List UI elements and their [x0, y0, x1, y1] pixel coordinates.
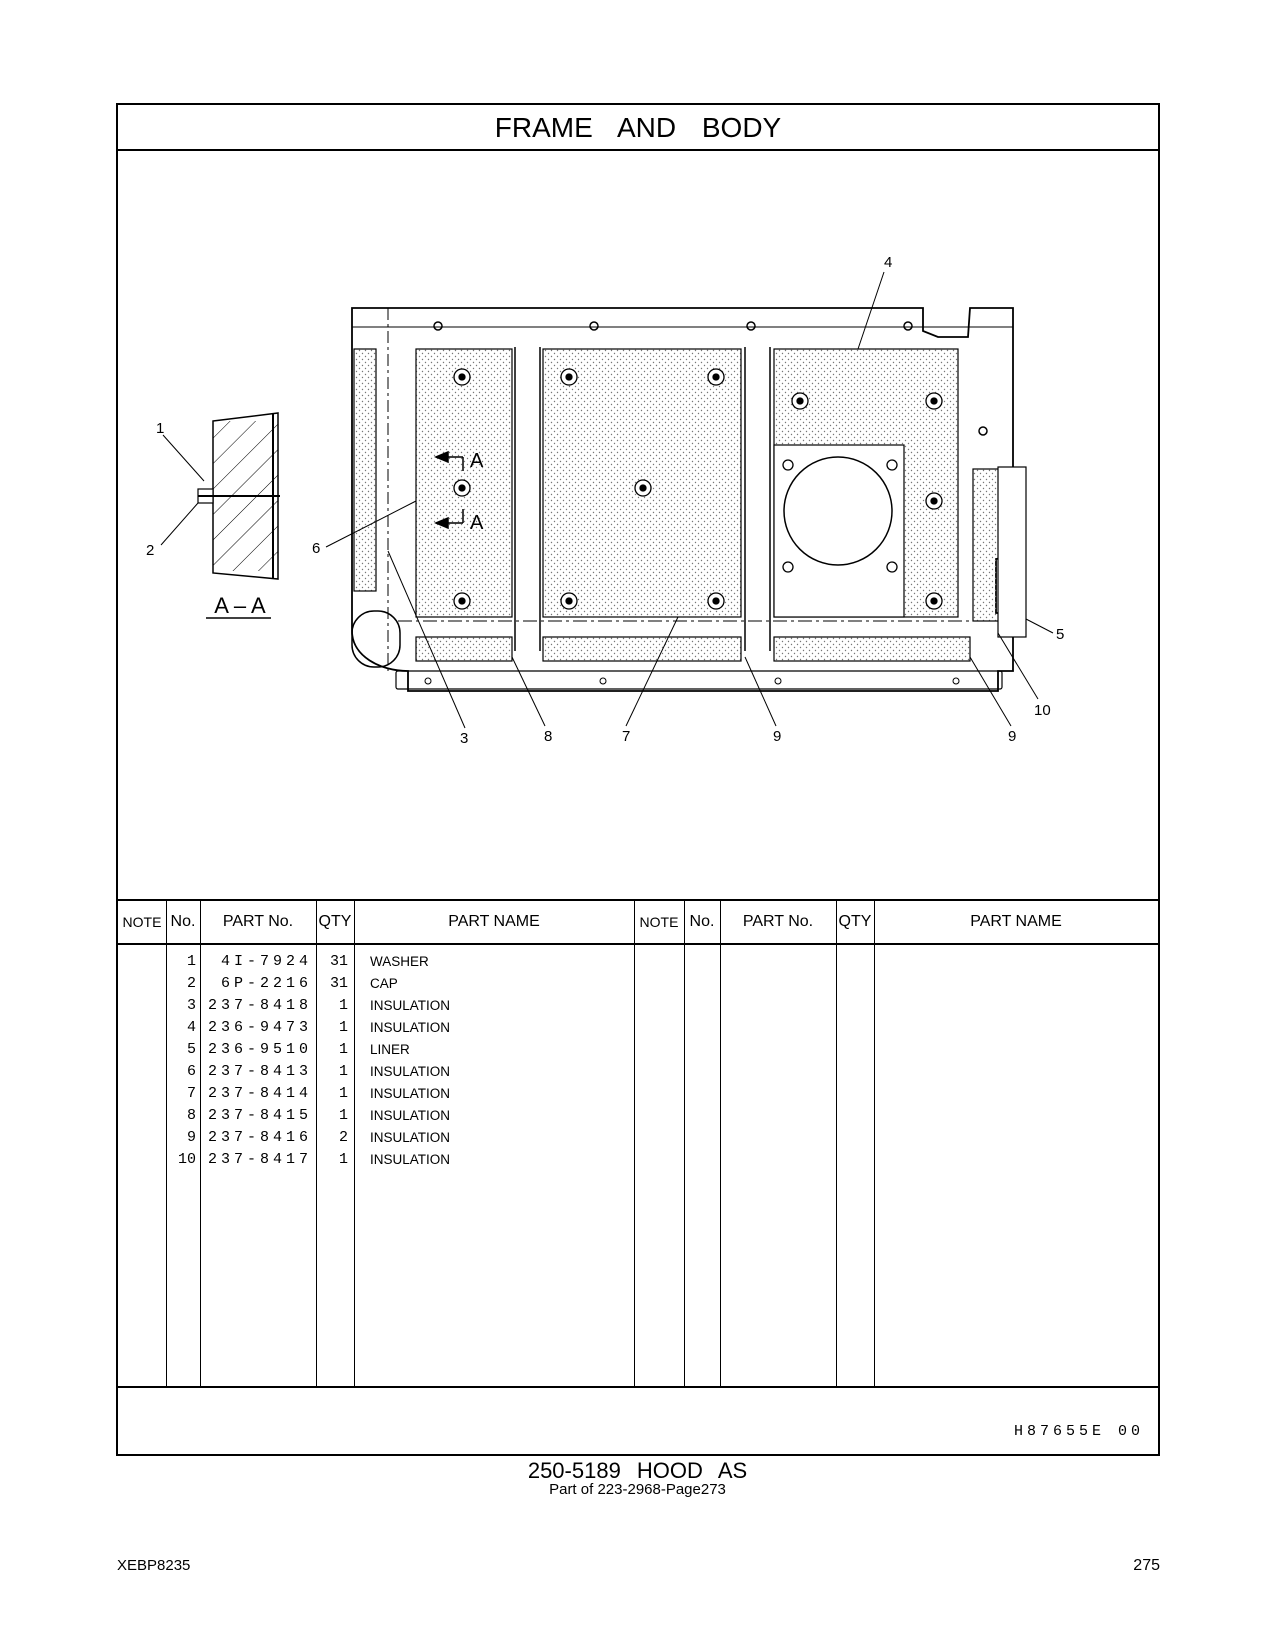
row-part-number: 237-8416	[207, 1129, 312, 1146]
row-quantity: 1	[338, 1107, 348, 1124]
table-row	[118, 1017, 638, 1039]
row-part-name: INSULATION	[370, 1020, 451, 1035]
callout-9: 9	[773, 728, 782, 745]
page-title: FRAME AND BODY	[118, 105, 1158, 151]
row-number: 10	[177, 1151, 196, 1168]
table-row	[118, 1039, 638, 1061]
row-quantity: 31	[329, 975, 348, 992]
row-part-number: 236-9510	[207, 1041, 312, 1058]
row-part-number: 237-8415	[207, 1107, 312, 1124]
table-row	[118, 951, 638, 973]
table-row	[118, 1127, 638, 1149]
table-row	[118, 1083, 638, 1105]
header-note-right: NOTE	[639, 914, 679, 930]
row-quantity: 1	[338, 1019, 348, 1036]
table-row	[118, 995, 638, 1017]
row-number: 7	[186, 1085, 196, 1102]
page-number: 275	[1133, 1557, 1160, 1574]
column-divider	[836, 901, 837, 1386]
row-quantity: 2	[338, 1129, 348, 1146]
drawing-code: H87655E 00	[1013, 1423, 1144, 1440]
callout-8: 8	[544, 728, 553, 745]
row-part-name: INSULATION	[370, 998, 451, 1013]
row-part-name: WASHER	[370, 954, 429, 969]
callout-6: 6	[312, 540, 321, 557]
callout-10: 10	[1034, 702, 1051, 719]
header-part-name-right: PART NAME	[970, 913, 1062, 930]
section-mark-bottom: A	[470, 512, 484, 534]
row-part-name: CAP	[370, 976, 398, 991]
assembly-title: 250-5189 HOOD AS	[527, 1458, 748, 1483]
callout-9-second: 9	[1008, 728, 1017, 745]
table-row	[118, 1105, 638, 1127]
column-divider	[720, 901, 721, 1386]
callout-2: 2	[146, 542, 155, 559]
parts-page-frame	[116, 103, 1160, 1456]
publication-id: XEBP8235	[117, 1557, 191, 1574]
column-divider	[684, 901, 685, 1386]
row-part-number: 237-8418	[207, 997, 312, 1014]
row-part-name: INSULATION	[370, 1086, 451, 1101]
row-quantity: 1	[338, 1063, 348, 1080]
row-quantity: 1	[338, 997, 348, 1014]
row-part-number: 6P-2216	[220, 975, 312, 992]
row-quantity: 1	[338, 1085, 348, 1102]
callout-7: 7	[622, 728, 631, 745]
table-row	[118, 973, 638, 995]
header-no: No.	[170, 913, 196, 930]
table-row	[118, 1149, 638, 1171]
drawing-footer	[118, 1386, 1158, 1454]
part-of-reference: Part of 223-2968-Page273	[549, 1481, 726, 1498]
row-part-name: LINER	[370, 1042, 410, 1057]
row-part-name: INSULATION	[370, 1064, 451, 1079]
row-number: 8	[186, 1107, 196, 1124]
row-part-name: INSULATION	[370, 1108, 451, 1123]
callout-1: 1	[156, 420, 165, 437]
section-label: A – A	[214, 593, 266, 618]
row-number: 4	[186, 1019, 196, 1036]
insulation-panels	[354, 349, 1026, 661]
parts-table-header	[118, 901, 1158, 945]
hood-drawing-svg	[118, 151, 1158, 899]
column-divider	[874, 901, 875, 1386]
row-part-name: INSULATION	[370, 1130, 451, 1145]
row-number: 3	[186, 997, 196, 1014]
header-part-no-right: PART No.	[742, 913, 814, 930]
row-number: 1	[186, 953, 196, 970]
row-quantity: 1	[338, 1041, 348, 1058]
row-number: 9	[186, 1129, 196, 1146]
section-detail	[161, 413, 280, 618]
row-part-number: 237-8417	[207, 1151, 312, 1168]
row-number: 5	[186, 1041, 196, 1058]
header-no-right: No.	[689, 913, 715, 930]
row-part-name: INSULATION	[370, 1152, 451, 1167]
header-part-name: PART NAME	[448, 913, 540, 930]
callout-3: 3	[460, 730, 469, 747]
row-part-number: 237-8414	[207, 1085, 312, 1102]
callout-5: 5	[1056, 626, 1065, 643]
row-part-number: 236-9473	[207, 1019, 312, 1036]
row-part-number: 237-8413	[207, 1063, 312, 1080]
header-part-no: PART No.	[222, 913, 294, 930]
header-note: NOTE	[122, 914, 162, 930]
row-part-number: 4I-7924	[220, 953, 312, 970]
callout-4: 4	[884, 254, 893, 271]
section-mark-top: A	[470, 450, 484, 472]
row-quantity: 31	[329, 953, 348, 970]
exploded-drawing	[118, 151, 1158, 899]
header-qty: QTY	[318, 913, 352, 930]
row-number: 6	[186, 1063, 196, 1080]
header-qty-right: QTY	[838, 913, 872, 930]
parts-table	[118, 899, 1158, 1386]
row-number: 2	[186, 975, 196, 992]
table-row	[118, 1061, 638, 1083]
row-quantity: 1	[338, 1151, 348, 1168]
